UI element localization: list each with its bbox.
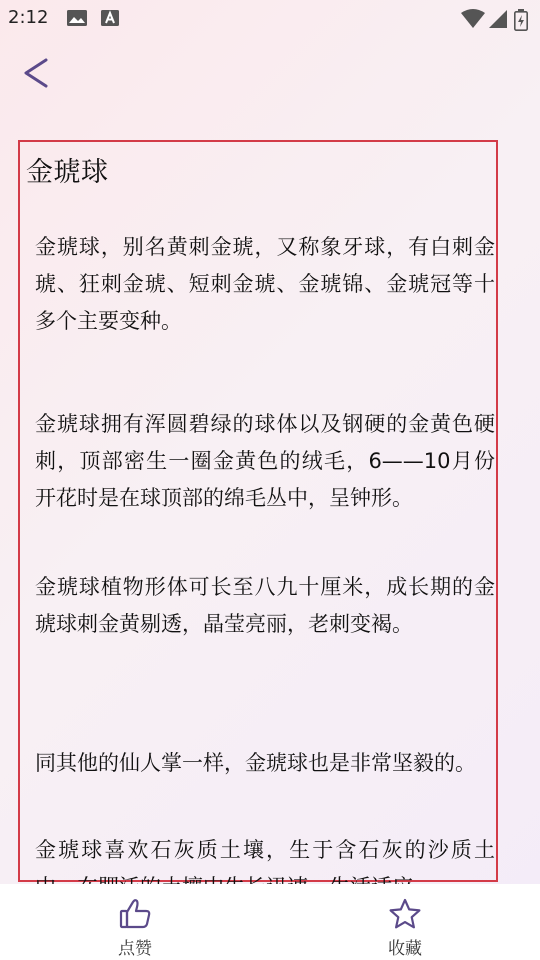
article-paragraph: 同其他的仙人掌一样，金琥球也是非常坚毅的。 — [35, 751, 476, 775]
article-frame — [18, 140, 498, 882]
article-paragraph: 金琥球植物形体可长至八九十厘米，成长期的金琥球刺金黄剔透，晶莹亮丽，老刺变褐。 — [35, 575, 495, 636]
status-time: 2:12 — [8, 7, 49, 28]
text-a-icon — [100, 9, 120, 27]
like-button[interactable] — [75, 884, 195, 960]
battery-icon — [514, 9, 528, 31]
star-icon — [388, 898, 422, 930]
favorite-label: 收藏 — [388, 939, 422, 959]
article-title: 金琥球 — [26, 157, 109, 188]
image-icon — [66, 9, 88, 27]
favorite-button[interactable] — [345, 884, 465, 960]
status-bar — [0, 0, 540, 36]
article-paragraph: 金琥球，别名黄刺金琥，又称象牙球，有白刺金琥、狂刺金琥、短刺金琥、金琥锦、金琥冠等十多个主要变种。 — [35, 235, 495, 333]
bottom-action-bar — [0, 884, 540, 960]
like-label: 点赞 — [118, 939, 152, 959]
chevron-left-icon — [14, 48, 58, 96]
signal-icon — [488, 9, 508, 29]
thumbs-up-icon — [118, 898, 152, 930]
back-button[interactable] — [14, 48, 58, 96]
wifi-icon — [460, 9, 486, 29]
article-paragraph: 金琥球喜欢石灰质土壤，生于含石灰的沙质土 — [35, 838, 495, 862]
article-paragraph: 金琥球拥有浑圆碧绿的球体以及钢硬的金黄色硬刺，顶部密生一圈金黄色的绒毛，6——10月份开花时是在球顶部的绵毛丛中，呈钟形。 — [35, 412, 495, 510]
